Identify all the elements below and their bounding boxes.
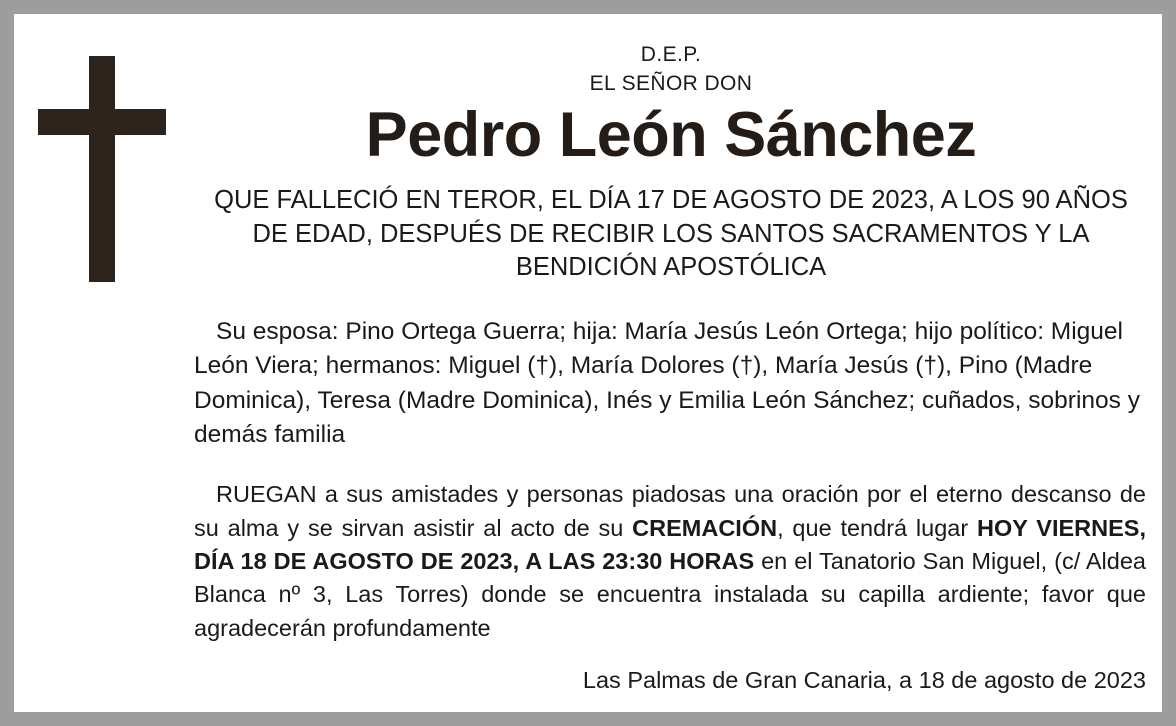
request-part3: en el Tanatorio San Miguel, (c/ Aldea Blanca nº 3, Las Torres) donde se encuentra instalada su capilla ardiente; favor que agradecerán profundamente	[194, 548, 1146, 641]
dep-label: D.E.P.	[640, 43, 702, 66]
honorific-label: EL SEÑOR DON	[589, 72, 753, 95]
request-emphasis-cremation: CREMACIÓN	[632, 514, 778, 541]
cross-horizontal-bar	[38, 109, 166, 135]
latin-cross-icon	[14, 14, 209, 712]
funeral-request	[194, 478, 1148, 645]
family-list: Su esposa: Pino Ortega Guerra; hija: María Jesús León Ortega; hijo político: Miguel León Viera; hermanos: Miguel (†), María Dolores (†), María Jesús (†), Pino (Madre Dominica), Teresa (Madre Dominica), Inés y Emilia León Sánchez; cuñados, sobrinos y demás familia	[194, 318, 1140, 448]
death-info: QUE FALLECIÓ EN TEROR, EL DÍA 17 DE AGOSTO DE 2023, A LOS 90 AÑOS DE EDAD, DESPUÉS DE RECIBIR LOS SANTOS SACRAMENTOS Y LA BENDICIÓN APOSTÓLICA	[214, 186, 1128, 282]
request-part1: RUEGAN a sus amistades y personas piadosas una oración por el eterno descanso de su alma y se sirvan asistir al acto de su	[194, 481, 1146, 541]
deceased-name: Pedro León Sánchez	[365, 100, 977, 170]
cross-vertical-bar	[89, 56, 115, 282]
place-date: Las Palmas de Gran Canaria, a 18 de agosto de 2023	[582, 667, 1146, 694]
request-emphasis-datetime: HOY VIERNES, DÍA 18 DE AGOSTO DE 2023, A LAS 23:30 HORAS	[194, 514, 1146, 575]
notice-content	[194, 14, 1148, 712]
request-part2: , que tendrá lugar	[777, 514, 977, 541]
obituary-notice	[14, 14, 1162, 712]
